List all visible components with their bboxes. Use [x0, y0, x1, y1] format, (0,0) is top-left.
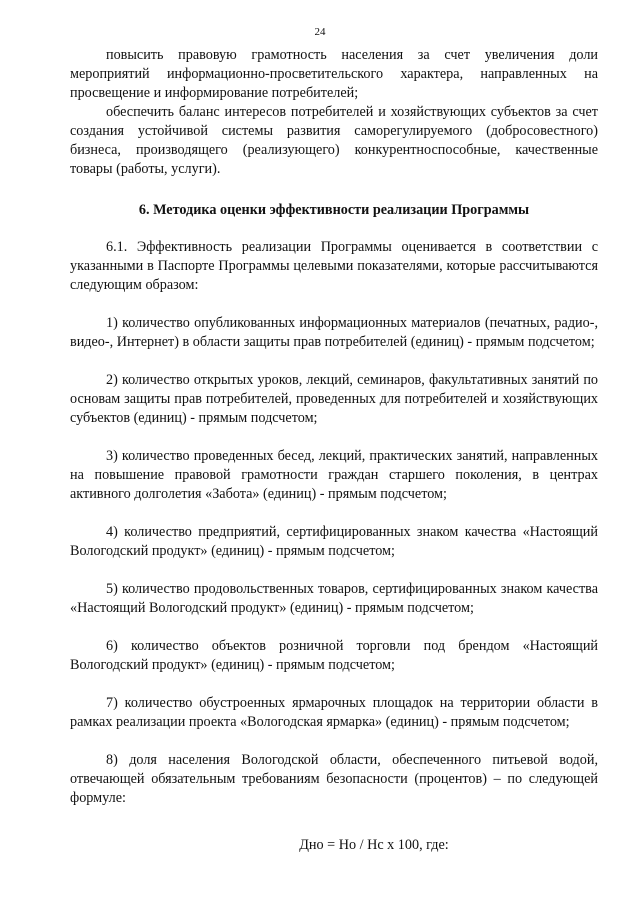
indicator-item-3: 3) количество проведенных бесед, лекций, практических занятий, направленных на повышение правовой грамотности граждан старшего поколения, в центрах активного долголетия «Забота» (единиц) - прямым подсчетом; [70, 448, 598, 502]
indicator-item-8: 8) доля населения Вологодской области, обеспеченного питьевой водой, отвечающей обязательным требованиям безопасности (процентов) – по следующей формуле: [70, 752, 598, 806]
indicator-item-4: 4) количество предприятий, сертифицированных знаком качества «Настоящий Вологодский продукт» (единиц) - прямым подсчетом; [70, 524, 598, 559]
indicator-item-5: 5) количество продовольственных товаров, сертифицированных знаком качества «Настоящий Вологодский продукт» (единиц) - прямым подсчетом; [70, 581, 598, 616]
indicator-item-7: 7) количество обустроенных ярмарочных площадок на территории области в рамках реализации проекта «Вологодская ярмарка» (единиц) - прямым подсчетом; [70, 695, 598, 730]
intro-paragraph-1: повысить правовую грамотность населения за счет увеличения доли мероприятий информационно-просветительского характера, направленных на просвещение и информирование потребителей; [70, 47, 598, 101]
document-body [70, 46, 598, 855]
paragraph-6-1: 6.1. Эффективность реализации Программы оценивается в соответствии с указанными в Паспорте Программы целевыми показателями, которые рассчитываются следующим образом: [70, 239, 598, 293]
indicator-item-1: 1) количество опубликованных информационных материалов (печатных, радио-, видео-, Интернет) в области защиты прав потребителей (единиц) - прямым подсчетом; [70, 315, 598, 350]
formula: Дно = Но / Нс х 100, где: [299, 837, 449, 853]
indicator-item-6: 6) количество объектов розничной торговли под брендом «Настоящий Вологодский продукт» (единиц) - прямым подсчетом; [70, 638, 598, 673]
section-heading: 6. Методика оценки эффективности реализации Программы [138, 202, 530, 218]
indicator-item-2: 2) количество открытых уроков, лекций, семинаров, факультативных занятий по основам защиты прав потребителей, проведенных для потребителей и хозяйствующих субъектов (единиц) - прямым подсчетом; [70, 372, 598, 426]
page-number: 24 [314, 26, 326, 38]
intro-paragraph-2: обеспечить баланс интересов потребителей и хозяйствующих субъектов за счет создания устойчивой системы развития саморегулируемого (добросовестного) бизнеса, производящего (реализующего) конкурентноспособные, качественные товары (работы, услуги). [70, 104, 598, 177]
